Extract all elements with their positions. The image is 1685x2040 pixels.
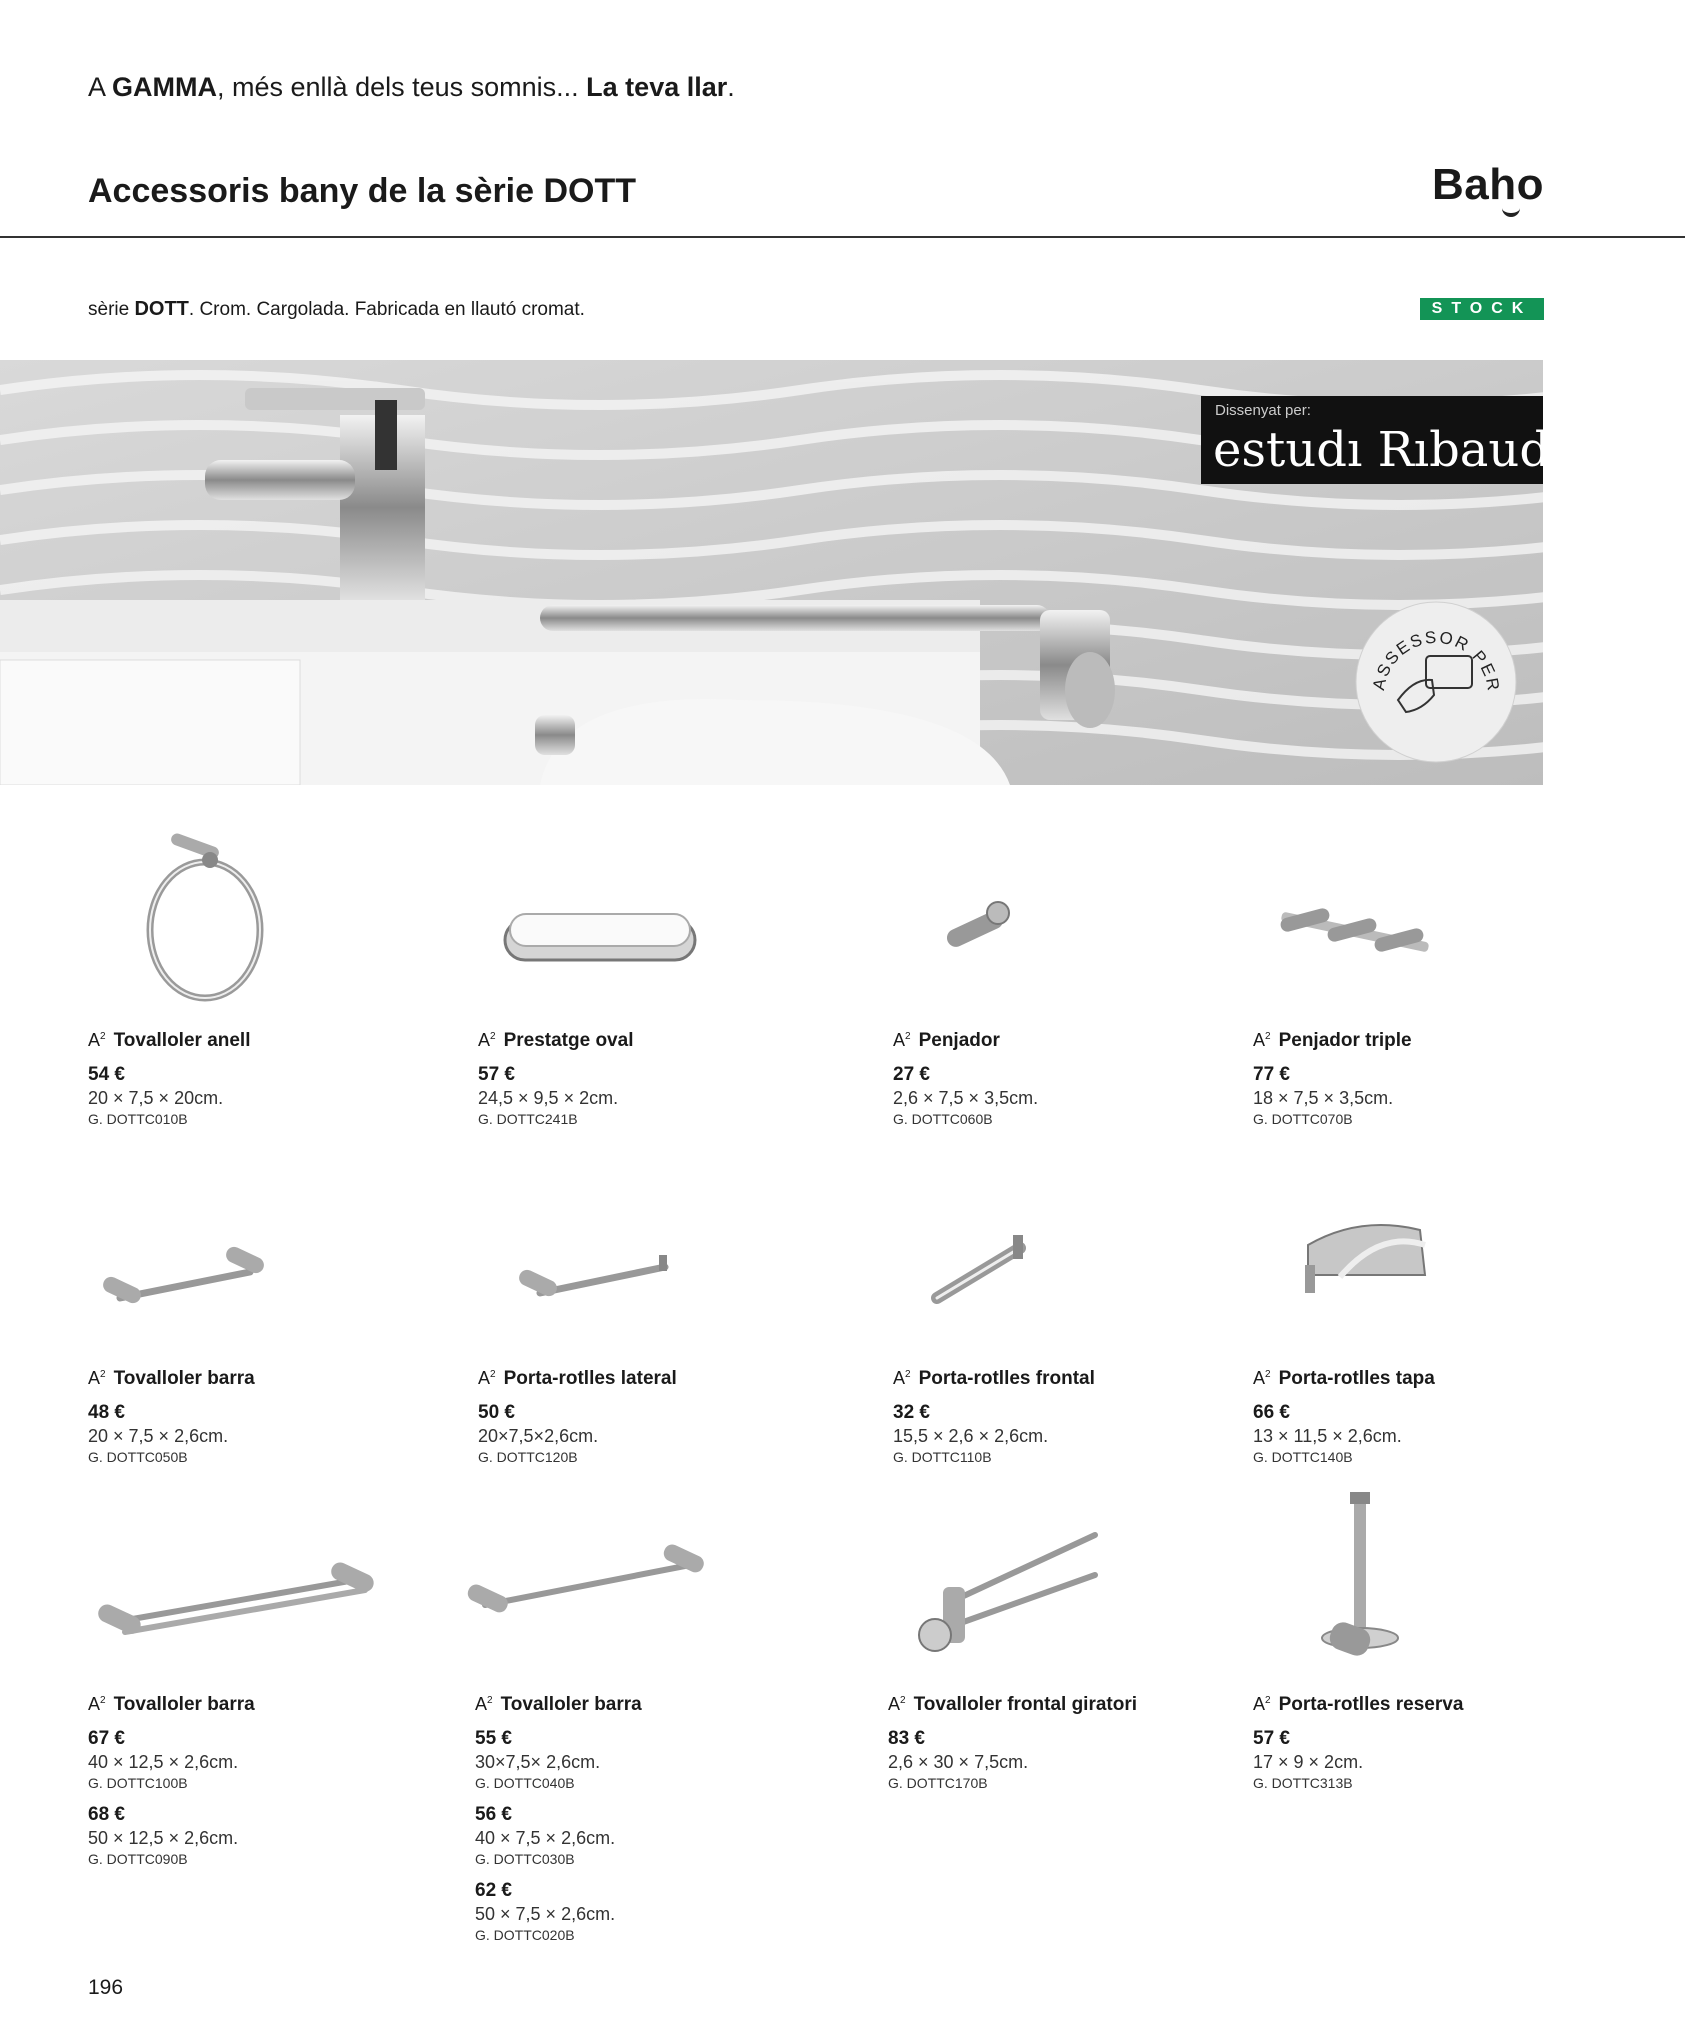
product-card [893,1030,1223,1128]
product-variant [88,1728,418,1792]
product-card [88,1694,418,1868]
triple-hook-icon [1275,895,1435,970]
page-number: 196 [88,1976,124,1999]
product-card [475,1694,805,1944]
product-code: G. DOTTC140B [1253,1449,1353,1465]
front-roll-holder-icon [925,1230,1035,1310]
price: 32 € [893,1402,930,1423]
spare-roll-holder-icon [1310,1490,1410,1665]
energy-tag: $A^2$ [478,1030,496,1050]
price: 67 € [88,1728,125,1749]
product-code: G. DOTTC070B [1253,1111,1353,1127]
product-code: G. DOTTC100B [88,1775,188,1791]
dimensions: 50 × 7,5 × 2,6cm. [475,1904,616,1924]
dimensions: 15,5 × 2,6 × 2,6cm. [893,1426,1049,1446]
product-variant [888,1728,1218,1792]
baho-logo-text: Baho [1432,160,1544,209]
page-title [88,172,636,211]
product-name: $A^2$ Tovalloler barra [475,1694,642,1715]
personal-advisor-badge [1354,600,1518,764]
product-name: $A^2$ Tovalloler anell [88,1030,251,1051]
product-variant [475,1880,805,1944]
baho-logo-smile [1502,204,1520,217]
product-code: G. DOTTC170B [888,1775,988,1791]
energy-tag: $A^2$ [893,1368,911,1388]
towel-bar-icon [100,1240,270,1320]
price: 27 € [893,1064,930,1085]
stock-badge: STOCK [1420,298,1544,320]
product-card [88,1368,418,1466]
product-variant [1253,1728,1583,1792]
product-name: $A^2$ Penjador triple [1253,1030,1412,1051]
product-code: G. DOTTC040B [475,1775,575,1791]
dimensions: 17 × 9 × 2cm. [1253,1752,1364,1772]
product-code: G. DOTTC090B [88,1851,188,1867]
product-name: $A^2$ Tovalloler barra [88,1694,255,1715]
product-variant [88,1804,418,1868]
dimensions: 40 × 7,5 × 2,6cm. [475,1828,616,1848]
product-card [88,1030,418,1128]
product-code: G. DOTTC110B [893,1449,992,1465]
price: 50 € [478,1402,515,1423]
product-card [888,1694,1218,1792]
energy-tag: $A^2$ [478,1368,496,1388]
header-divider [0,236,1685,238]
long-towel-bar-icon [465,1540,710,1625]
product-variant [893,1402,1223,1466]
dimensions: 2,6 × 7,5 × 3,5cm. [893,1088,1039,1108]
price: 83 € [888,1728,925,1749]
series-detail: . Crom. Cargolada. Fabricada en llautó cromat. [188,299,585,320]
dimensions: 50 × 12,5 × 2,6cm. [88,1828,239,1848]
product-variant [88,1402,418,1466]
dimensions: 13 × 11,5 × 2,6cm. [1253,1426,1402,1446]
product-code: G. DOTTC241B [478,1111,578,1127]
series-description [88,298,585,321]
product-code: G. DOTTC050B [88,1449,188,1465]
product-code: G. DOTTC030B [475,1851,575,1867]
tagline-middle: , més enllà dels teus somnis... [217,72,587,102]
swivel-towel-bar-icon [915,1525,1105,1660]
product-name: $A^2$ Tovalloler barra [88,1368,255,1389]
energy-tag: $A^2$ [88,1368,106,1388]
energy-tag: $A^2$ [893,1030,911,1050]
advisor-badge-graphic [1354,600,1518,764]
price: 66 € [1253,1402,1290,1423]
product-variant [893,1064,1223,1128]
dimensions: 20 × 7,5 × 20cm. [88,1088,224,1108]
product-name: $A^2$ Porta-rotlles tapa [1253,1368,1435,1389]
advisor-badge-text: ASSESSOR PER [1369,627,1504,694]
dimensions: 20 × 7,5 × 2,6cm. [88,1426,229,1446]
product-variant [478,1064,808,1128]
dimensions: 18 × 7,5 × 3,5cm. [1253,1088,1394,1108]
product-variant [475,1804,805,1868]
tagline [88,72,735,103]
product-code: G. DOTTC020B [475,1927,575,1943]
product-variant [478,1402,808,1466]
side-roll-holder-icon [515,1245,675,1315]
product-code: G. DOTTC010B [88,1111,188,1127]
price: 56 € [475,1804,512,1825]
product-card [1253,1694,1583,1792]
energy-tag: $A^2$ [1253,1694,1271,1714]
oval-shelf-icon [500,900,700,975]
energy-tag: $A^2$ [1253,1030,1271,1050]
price: 77 € [1253,1064,1290,1085]
dimensions: 40 × 12,5 × 2,6cm. [88,1752,239,1772]
product-card [478,1030,808,1128]
double-towel-bar-icon [95,1550,380,1660]
product-name: $A^2$ Porta-rotlles reserva [1253,1694,1464,1715]
dimensions: 24,5 × 9,5 × 2cm. [478,1088,619,1108]
price: 54 € [88,1064,125,1085]
product-code: G. DOTTC313B [1253,1775,1353,1791]
product-card [893,1368,1223,1466]
product-variant [1253,1064,1583,1128]
tagline-brand: GAMMA [112,72,218,102]
product-name: $A^2$ Prestatge oval [478,1030,634,1051]
product-name: $A^2$ Tovalloler frontal giratori [888,1694,1138,1715]
product-card [478,1368,808,1466]
covered-roll-holder-icon [1300,1215,1430,1295]
price: 55 € [475,1728,512,1749]
product-code: G. DOTTC060B [893,1111,993,1127]
dimensions: 2,6 × 30 × 7,5cm. [888,1752,1029,1772]
product-card [1253,1368,1583,1466]
series-name: DOTT [134,298,189,320]
energy-tag: $A^2$ [475,1694,493,1714]
product-variant [475,1728,805,1792]
page-title-text: Accessoris bany de la sèrie [88,172,544,210]
dimensions: 20×7,5×2,6cm. [478,1426,599,1446]
tagline-dot: . [727,72,735,102]
designer-label: Dissenyat per: [1215,402,1311,419]
price: 62 € [475,1880,512,1901]
product-name: $A^2$ Porta-rotlles lateral [478,1368,677,1389]
baho-logo [1432,160,1544,210]
price: 57 € [478,1064,515,1085]
price: 57 € [1253,1728,1290,1749]
designer-badge [1201,396,1566,484]
product-variant [1253,1402,1583,1466]
price: 48 € [88,1402,125,1423]
hook-icon [940,895,1020,960]
tagline-end: La teva llar [586,72,728,102]
page-title-series: DOTT [543,172,637,210]
product-card [1253,1030,1583,1128]
towel-ring-icon [130,830,280,1005]
energy-tag: $A^2$ [1253,1368,1271,1388]
series-label: sèrie [88,299,135,320]
tagline-prefix: A [88,72,113,102]
energy-tag: $A^2$ [88,1694,106,1714]
product-variant [88,1064,418,1128]
energy-tag: $A^2$ [88,1030,106,1050]
product-name: $A^2$ Porta-rotlles frontal [893,1368,1095,1389]
price: 68 € [88,1804,125,1825]
product-name: $A^2$ Penjador [893,1030,1000,1051]
dimensions: 30×7,5× 2,6cm. [475,1752,601,1772]
energy-tag: $A^2$ [888,1694,906,1714]
designer-name: estudı Rıbaudí [1213,422,1566,478]
product-code: G. DOTTC120B [478,1449,578,1465]
